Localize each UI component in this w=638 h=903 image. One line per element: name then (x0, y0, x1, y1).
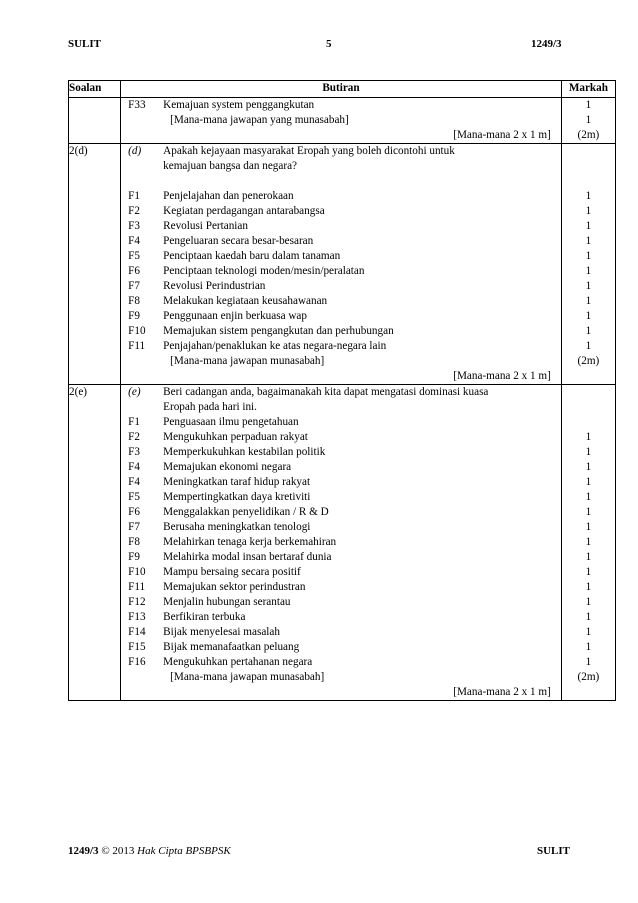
answer-item (121, 535, 561, 550)
item-text: Mengukuhkan perpaduan rakyat (163, 431, 308, 443)
marks-column (561, 144, 615, 385)
mark-value: 1 (585, 295, 592, 307)
item-text: Bijak menyelesai masalah (163, 626, 280, 638)
question-number: 2(e) (69, 385, 121, 701)
question-text: kemajuan bangsa dan negara? (163, 160, 298, 172)
item-text: Penggunaan enjin berkuasa wap (163, 310, 307, 322)
question-line (121, 144, 561, 159)
item-text: Kemajuan system penggangkutan (163, 99, 315, 111)
mark-total: (2m) (577, 355, 600, 367)
answer-details (121, 98, 562, 144)
col-butiran: Butiran (121, 81, 562, 98)
mark-value: 1 (585, 265, 592, 277)
item-text: Mempertingkatkan daya kretiviti (163, 491, 311, 503)
mark-value: 1 (585, 536, 592, 548)
item-text: Melahirkan tenaga kerja berkemahiran (163, 536, 337, 548)
marks-column (561, 98, 615, 144)
item-text: Melakukan kegiataan keusahawanan (163, 295, 328, 307)
mark-value: 1 (585, 431, 592, 443)
item-text: Pengeluaran secara besar-besaran (163, 235, 314, 247)
item-text: Menggalakkan penyelidikan / R & D (163, 506, 329, 518)
item-text: Revolusi Perindustrian (163, 280, 266, 292)
footer-year: © 2013 (101, 845, 135, 857)
mark-value: 1 (585, 190, 592, 202)
item-code: F9 (128, 551, 140, 563)
answer-item (121, 475, 561, 490)
mark-value: 1 (585, 581, 592, 593)
mark-value: 1 (585, 99, 592, 111)
item-code: F12 (128, 596, 146, 608)
answer-item (121, 279, 561, 294)
item-text: Kegiatan perdagangan antarabangsa (163, 205, 325, 217)
item-text: Penjelajahan dan penerokaan (163, 190, 294, 202)
item-code: F9 (128, 310, 140, 322)
item-text: Mengukuhkan pertahanan negara (163, 656, 313, 668)
item-text: Memperkukuhkan kestabilan politik (163, 446, 326, 458)
item-code: F7 (128, 521, 140, 533)
mark-value: 1 (585, 280, 592, 292)
mark-total: (2m) (577, 129, 600, 141)
mark-value: 1 (585, 566, 592, 578)
item-code: F3 (128, 446, 140, 458)
mark-value: 1 (585, 611, 592, 623)
item-text: Mampu bersaing secara positif (163, 566, 301, 578)
item-text: Penciptaan teknologi moden/mesin/peralatan (163, 265, 365, 277)
item-code: F13 (128, 611, 146, 623)
footer-sulit: SULIT (537, 845, 571, 857)
item-code: F5 (128, 250, 140, 262)
answer-item (121, 505, 561, 520)
answer-item (121, 219, 561, 234)
mark-value: 1 (585, 250, 592, 262)
footer-paper-code: 1249/3 (68, 845, 99, 857)
item-code: F33 (128, 99, 146, 111)
item-code: F4 (128, 476, 140, 488)
answer-item (121, 339, 561, 354)
item-text: Menjalin hubungan serantau (163, 596, 291, 608)
answer-item (121, 490, 561, 505)
answer-note: [Mana-mana jawapan munasabah] (170, 355, 325, 367)
mark-value: 1 (585, 114, 592, 126)
item-text: Bijak memanafaatkan peluang (163, 641, 300, 653)
answer-item (121, 189, 561, 204)
answer-item (121, 249, 561, 264)
answer-total: [Mana-mana 2 x 1 m] (453, 370, 551, 382)
question-number: 2(d) (69, 144, 121, 385)
answer-item (121, 234, 561, 249)
answer-item (121, 625, 561, 640)
answer-item (121, 294, 561, 309)
answer-item (121, 595, 561, 610)
answer-item (121, 610, 561, 625)
question-text: Beri cadangan anda, bagaimanakah kita dapat mengatasi dominasi kuasa (163, 386, 489, 398)
mark-value: 1 (585, 205, 592, 217)
spacer-line (121, 174, 561, 189)
answer-item (121, 460, 561, 475)
item-code: F5 (128, 491, 140, 503)
mark-value: 1 (585, 491, 592, 503)
answer-note: [Mana-mana jawapan munasabah] (170, 671, 325, 683)
item-text: Melahirka modal insan bertaraf dunia (163, 551, 332, 563)
item-code: F6 (128, 506, 140, 518)
col-soalan: Soalan (69, 81, 121, 98)
item-code: F3 (128, 220, 140, 232)
footer-copyright (68, 845, 231, 857)
header-sulit: SULIT (68, 38, 102, 50)
item-text: Memajukan sistem pengangkutan dan perhubungan (163, 325, 394, 337)
mark-value: 1 (585, 340, 592, 352)
question-text: Eropah pada hari ini. (163, 401, 257, 413)
answer-item (121, 445, 561, 460)
item-text: Meningkatkan taraf hidup rakyat (163, 476, 311, 488)
item-code: F6 (128, 265, 140, 277)
mark-value: 1 (585, 446, 592, 458)
answer-item (121, 430, 561, 445)
question-letter: (e) (128, 386, 141, 398)
answer-item (121, 415, 561, 430)
item-code: F2 (128, 205, 140, 217)
mark-value: 1 (585, 461, 592, 473)
answer-details (121, 385, 562, 701)
answer-item (121, 264, 561, 279)
table-row (69, 144, 616, 385)
item-text: Berfikiran terbuka (163, 611, 246, 623)
answer-item (121, 309, 561, 324)
mark-value: 1 (585, 551, 592, 563)
answer-item (121, 655, 561, 670)
answer-item (121, 204, 561, 219)
item-code: F8 (128, 536, 140, 548)
item-text: Penguasaan ilmu pengetahuan (163, 416, 299, 428)
mark-value: 1 (585, 235, 592, 247)
item-code: F15 (128, 641, 146, 653)
marks-column (561, 385, 615, 701)
item-code: F11 (128, 581, 146, 593)
item-code: F1 (128, 190, 140, 202)
answer-total: [Mana-mana 2 x 1 m] (453, 129, 551, 141)
mark-value: 1 (585, 596, 592, 608)
answer-note: [Mana-mana jawapan yang munasabah] (170, 114, 349, 126)
mark-value: 1 (585, 656, 592, 668)
question-line (121, 400, 561, 415)
col-markah: Markah (561, 81, 615, 98)
item-text: Revolusi Pertanian (163, 220, 248, 232)
question-text: Apakah kejayaan masyarakat Eropah yang boleh dicontohi untuk (163, 145, 455, 157)
answer-item (121, 565, 561, 580)
answer-total: [Mana-mana 2 x 1 m] (453, 686, 551, 698)
item-text: Memajukan sektor perindustran (163, 581, 306, 593)
question-letter: (d) (128, 145, 142, 157)
mark-value: 1 (585, 641, 592, 653)
item-code: F8 (128, 295, 140, 307)
item-code: F7 (128, 280, 140, 292)
mark-value: 1 (585, 521, 592, 533)
question-line (121, 385, 561, 400)
item-code: F16 (128, 656, 146, 668)
answer-item (121, 520, 561, 535)
item-text: Penciptaan kaedah baru dalam tanaman (163, 250, 341, 262)
table-header-row (69, 81, 616, 98)
item-code: F10 (128, 325, 146, 337)
footer-owner: Hak Cipta BPSBPSK (137, 845, 231, 857)
answer-details (121, 144, 562, 385)
table-row (69, 385, 616, 701)
answer-item (121, 324, 561, 339)
item-text: Penjajahan/penaklukan ke atas negara-negara lain (163, 340, 387, 352)
item-code: F11 (128, 340, 146, 352)
item-text: Memajukan ekonomi negara (163, 461, 292, 473)
mark-value: 1 (585, 626, 592, 638)
item-text: Berusaha meningkatkan tenologi (163, 521, 311, 533)
header-paper-code: 1249/3 (531, 38, 562, 50)
mark-value: 1 (585, 476, 592, 488)
answer-item (121, 580, 561, 595)
item-code: F4 (128, 461, 140, 473)
answer-item (121, 640, 561, 655)
page-number: 5 (326, 38, 332, 50)
marking-scheme-table (68, 80, 616, 701)
item-code: F10 (128, 566, 146, 578)
question-number (69, 98, 121, 144)
mark-value: 1 (585, 325, 592, 337)
table-row (69, 98, 616, 144)
item-code: F14 (128, 626, 146, 638)
item-code: F1 (128, 416, 140, 428)
answer-item (121, 550, 561, 565)
mark-total: (2m) (577, 671, 600, 683)
question-line (121, 159, 561, 174)
mark-value: 1 (585, 220, 592, 232)
mark-value: 1 (585, 310, 592, 322)
item-code: F2 (128, 431, 140, 443)
answer-item (121, 98, 561, 113)
item-code: F4 (128, 235, 140, 247)
mark-value: 1 (585, 506, 592, 518)
